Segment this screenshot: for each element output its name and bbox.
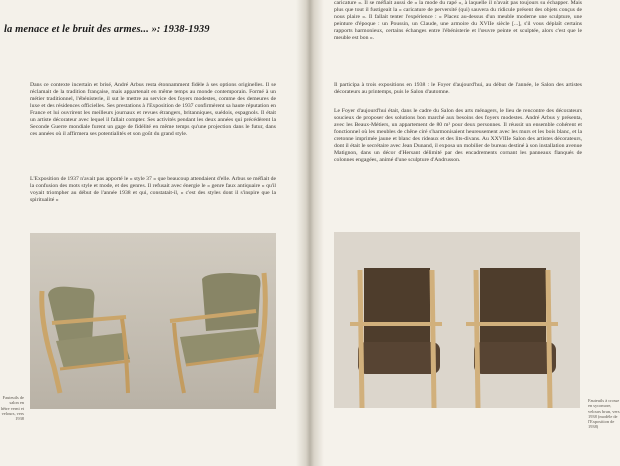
armchairs-illustration — [30, 233, 276, 409]
armchairs-photo-right — [334, 232, 580, 408]
photo-caption-left: Fauteuils de salon en hêtre verni et velours, vers 1938 — [0, 395, 24, 422]
left-text-column-2 — [30, 176, 276, 204]
paragraph: Il participa à trois expositions en 1938 : le Foyer d'aujourd'hui, au début de l'année, le Salon des artistes décorateurs au printemps, puis le Salon d'automne. — [334, 82, 582, 96]
photo-caption-right: Fauteuils à crosse en sycomore, velours brun, vers 1938 (modèle de l'Exposition de 1938) — [588, 398, 620, 430]
paragraph: Le Foyer d'aujourd'hui était, dans le cadre du Salon des arts ménagers, le lieu de rencontre des décorateurs soucieux de proposer des solutions bon marché aux besoins des foyers modestes. André Arbus y présenta, avec les Beaux-Métiers, un appartement de 80 m² pour deux personnes. Il réussit un ensemble cohérent et fonctionnel où les meubles de chêne ciré s'harmonisaient heureusement avec les murs et les bois blanc, et la cretonne imprimée jaune et blanc des rideaux et des lits-divans. Au XXVIIIe Salon des artistes décorateurs, dont il était le secrétaire avec Jean Dunand, il exposa un mobilier de bureau destiné à son installation avenue Matignon, dans un décor d'Hersant délimité par des encadrements cornant les panneaux flanqués de colonnes engagées, animé d'une sculpture d'Andrusson. — [334, 108, 582, 164]
armchairs-photo-left — [30, 233, 276, 409]
paragraph: caricature ». Il se méfiait aussi de « la mode du rapé », à laquelle il n'avait pas toujours su échapper. Mais plus que tout il fustigeait la « caricature de perversité (qui) sauvera du ridicule présent des objets conçus de nous plaire ». Il fallait tenter l'expérience : « Placez au-dessus d'un meuble moderne une sculpture, une peinture d'époque : un Poussin, un Claude, une armoire du XVIIe siècle [...], s'il vous déplaît certains rapports harmonieux, certains échanges entre l'ébénisterie et l'œuvre peinte et sculptée, alors c'est que le meuble est bon ». — [334, 0, 582, 42]
book-gutter — [296, 0, 324, 466]
paragraph: Dans ce contexte incertain et brisé, André Arbus resta étonnamment fidèle à ses options originelles. Il se réclamait de la tradition française, mais appartenait en même temps au monde contemporain. Formé à un métier traditionnel, l'ébénisterie, il sut le mettre au service des foyers modestes, comme des demeures de luxe et des résidences officielles. Ses prestations à l'Exposition de 1937 confirmèrent sa haute réputation en France et lui ouvrirent les meilleurs journaux et revues étrangers, britanniques, suédois, espagnols. Il était un artiste décorateur avec lequel il fallait compter. Ses activités pendant les deux années qui précédèrent la Seconde Guerre mondiale furent un gage de fidélité en même temps qu'une projection dans le futur, dans ces années où il affirmera ses potentialités et son goût du grand style. — [30, 82, 276, 138]
right-text-column-3 — [334, 108, 582, 164]
chapter-title: la menace et le bruit des armes... »: 1938-1939 — [4, 24, 210, 35]
armchairs-illustration — [334, 232, 580, 408]
right-text-column-2 — [334, 82, 582, 96]
right-text-column — [334, 0, 582, 42]
paragraph: L'Exposition de 1937 n'avait pas apporté le « style 37 » que beaucoup attendaient d'elle. Arbus se méfiait de la confusion des mots style et mode, et des genres. Il refusait avec énergie le « genre faux antiquaire » qu'il voyait triompher au début de l'année 1938 et qui, constatait-il, « c'est des styles dont il s'inspire que la spiritualité » — [30, 176, 276, 204]
left-text-column — [30, 82, 276, 138]
